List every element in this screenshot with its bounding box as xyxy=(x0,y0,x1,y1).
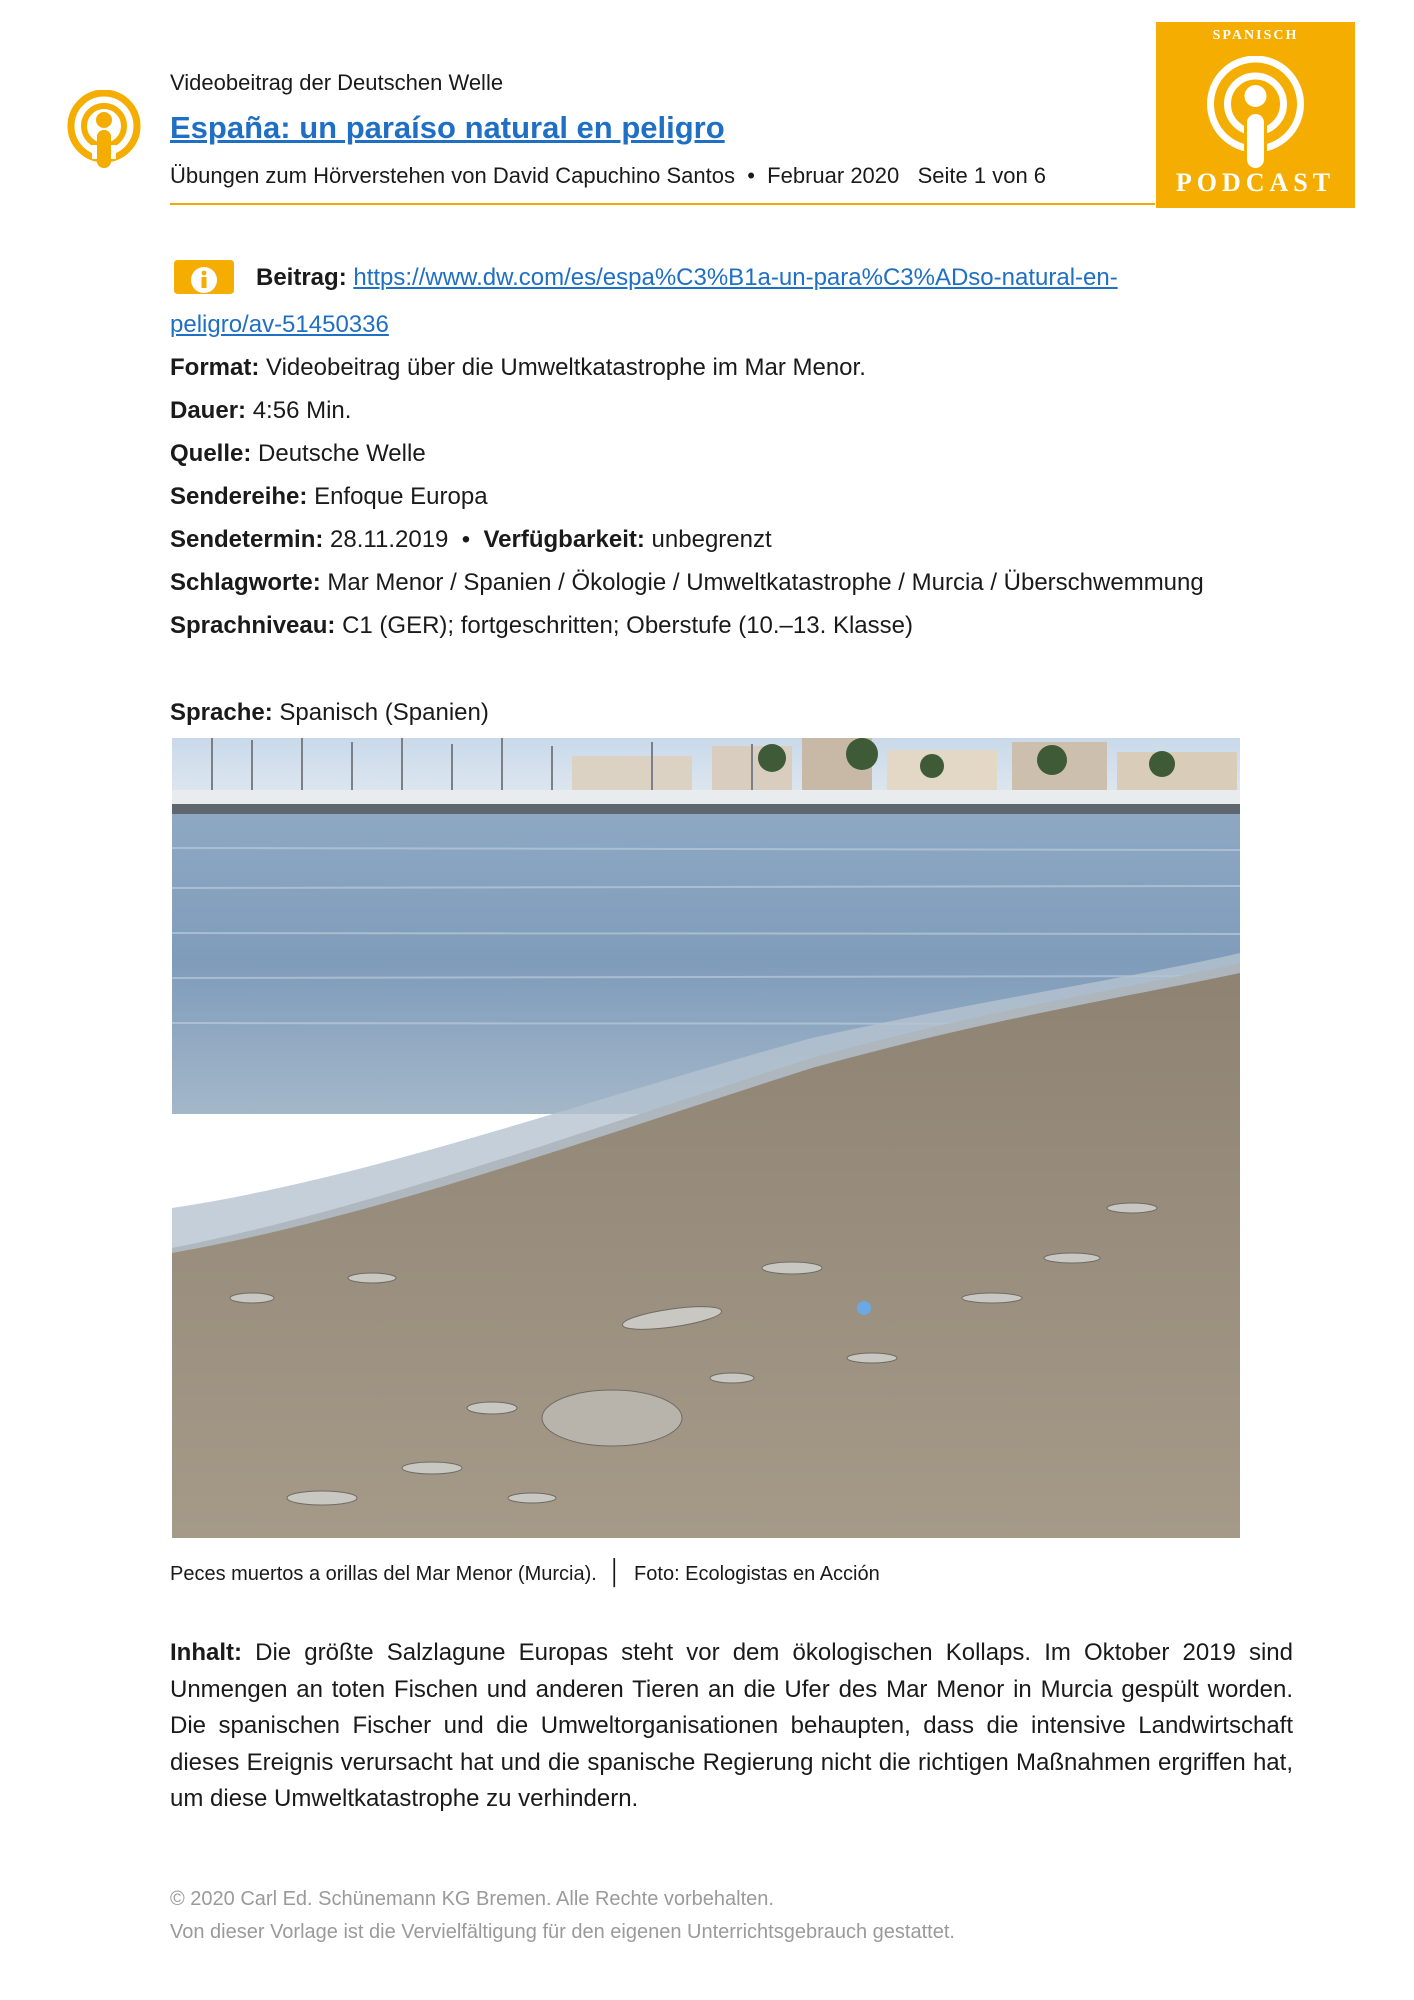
quelle-label: Quelle: xyxy=(170,440,252,467)
schlagworte-value: Mar Menor / Spanien / Ökologie / Umweltkatastrophe / Murcia / Überschwemmung xyxy=(327,569,1204,596)
sprache-label: Sprache: xyxy=(170,699,273,726)
document-subtitle xyxy=(170,163,1046,189)
subtitle-bullet: • xyxy=(747,163,755,188)
quelle-value: Deutsche Welle xyxy=(258,440,426,467)
meta-sprache xyxy=(170,698,489,728)
sendetermin-value: 28.11.2019 xyxy=(330,526,449,553)
subtitle-author: Übungen zum Hörverstehen von David Capuchino Santos xyxy=(170,163,735,188)
meta-beitrag xyxy=(256,263,1118,293)
page-number: Seite 1 von 6 xyxy=(917,163,1047,188)
meta-dauer xyxy=(170,396,351,426)
sprache-value: Spanisch (Spanien) xyxy=(279,699,489,726)
photo-caption xyxy=(170,1559,880,1587)
meta-sprachniveau xyxy=(170,611,913,641)
beitrag-label: Beitrag: xyxy=(256,264,347,291)
meta-format xyxy=(170,353,866,383)
meta-bullet: • xyxy=(461,526,471,553)
info-icon xyxy=(170,256,238,298)
podcast-icon xyxy=(1202,56,1309,172)
caption-text: Peces muertos a orillas del Mar Menor (Murcia). xyxy=(170,1563,597,1585)
brand-top-label: SPANISCH xyxy=(1212,28,1299,43)
meta-sendereihe xyxy=(170,482,488,512)
verfuegbarkeit-value: unbegrenzt xyxy=(651,526,772,553)
header-divider xyxy=(170,203,1155,205)
meta-sendetermin xyxy=(170,525,772,555)
document-title[interactable]: España: un paraíso natural en peligro xyxy=(170,110,725,145)
beitrag-link-continued[interactable]: peligro/av-51450336 xyxy=(170,311,389,338)
meta-quelle xyxy=(170,439,426,469)
footer-copyright: © 2020 Carl Ed. Schünemann KG Bremen. Alle Rechte vorbehalten. xyxy=(170,1888,774,1910)
dauer-value: 4:56 Min. xyxy=(252,397,352,424)
caption-separator: │ xyxy=(607,1559,623,1586)
document-supertitle: Videobeitrag der Deutschen Welle xyxy=(170,70,504,95)
sendereihe-value: Enfoque Europa xyxy=(314,483,488,510)
verfuegbarkeit-label: Verfügbarkeit: xyxy=(483,526,645,553)
dauer-label: Dauer: xyxy=(170,397,247,424)
format-label: Format: xyxy=(170,354,260,381)
spanisch-podcast-logo xyxy=(1156,22,1355,208)
podcast-icon xyxy=(66,90,142,176)
footer-note: Von dieser Vorlage ist die Vervielfältigung für den eigenen Unterrichtsgebrauch gestattet. xyxy=(170,1921,955,1943)
format-value: Videobeitrag über die Umweltkatastrophe im Mar Menor. xyxy=(266,354,866,381)
sprachniveau-value: C1 (GER); fortgeschritten; Oberstufe (10.–13. Klasse) xyxy=(342,612,913,639)
inhalt-label: Inhalt: xyxy=(170,1639,242,1666)
sendetermin-label: Sendetermin: xyxy=(170,526,324,553)
subtitle-date: Februar 2020 xyxy=(767,163,900,188)
brand-bottom-label: PODCAST xyxy=(1175,168,1336,197)
photo-credit: Foto: Ecologistas en Acción xyxy=(634,1563,880,1585)
meta-schlagworte xyxy=(170,568,1204,598)
beitrag-link[interactable]: https://www.dw.com/es/espa%C3%B1a-un-para%C3%ADso-natural-en- xyxy=(353,264,1118,291)
sendereihe-label: Sendereihe: xyxy=(170,483,308,510)
inhalt-text: Die größte Salzlagune Europas steht vor dem ökologischen Kollaps. Im Oktober 2019 sind Unmengen an toten Fischen und anderen Tieren an die Ufer des Mar Menor in Murcia gespült worden. Die spanischen Fischer und die Umweltorganisationen behaupten, dass die intensive Landwirtschaft dieses Ereignis verursacht hat und die spanische Regierung nicht die richtigen Maßnahmen ergriffen hat, um diese Umweltkatastrophe zu verhindern. xyxy=(170,1639,1294,1812)
sprachniveau-label: Sprachniveau: xyxy=(170,612,336,639)
content-paragraph xyxy=(170,1635,1293,1818)
dead-fish-photo xyxy=(172,738,1240,1538)
schlagworte-label: Schlagworte: xyxy=(170,569,321,596)
